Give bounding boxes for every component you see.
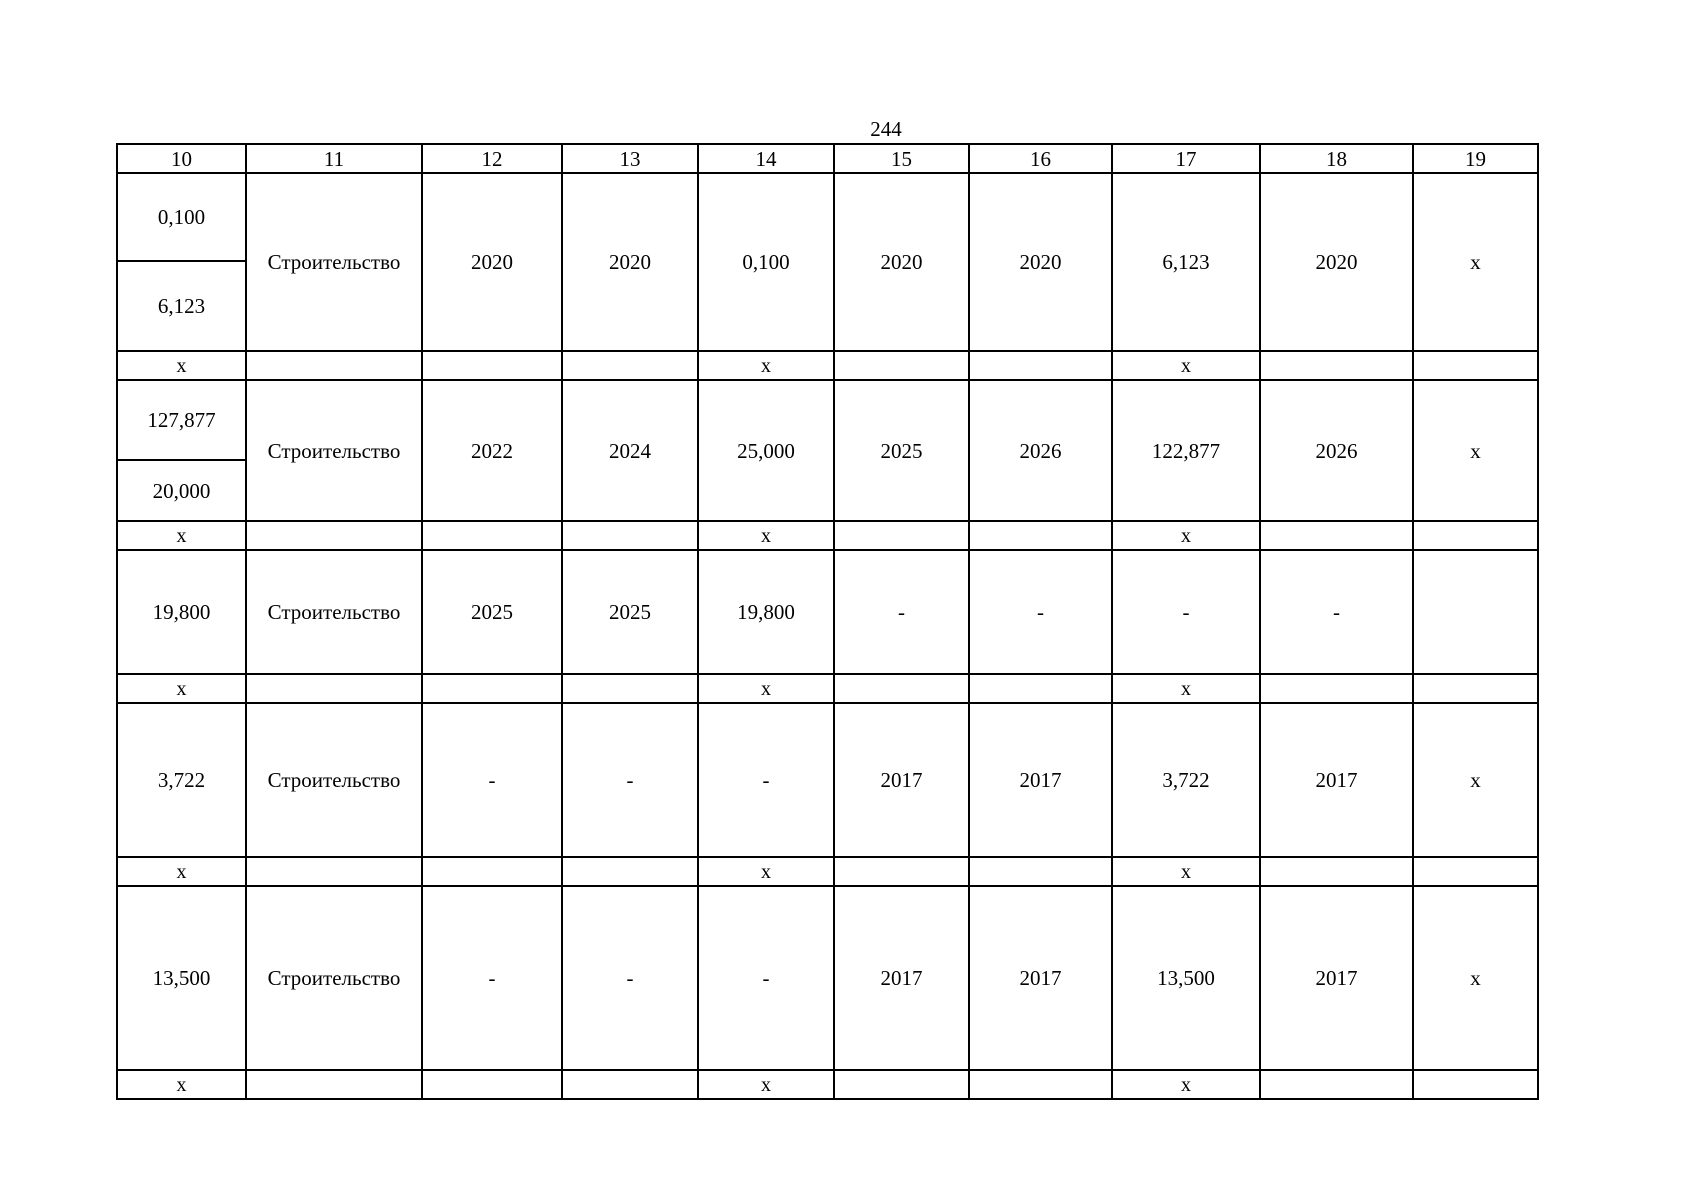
empty-cell — [422, 857, 562, 886]
empty-cell — [1260, 1070, 1413, 1099]
empty-cell — [969, 1070, 1112, 1099]
x-cell-col14: x — [698, 521, 834, 550]
x-cell-col10: x — [117, 521, 246, 550]
empty-cell — [834, 1070, 969, 1099]
cell-col10-bottom: 20,000 — [117, 460, 246, 521]
empty-cell — [834, 351, 969, 380]
cell-col17: 122,877 — [1112, 380, 1260, 521]
x-cell-col10: x — [117, 857, 246, 886]
cell-col15: 2025 — [834, 380, 969, 521]
cell-col19: x — [1413, 173, 1538, 351]
cell-col10-top: 127,877 — [117, 380, 246, 460]
column-header: 13 — [562, 144, 698, 173]
cell-col12: - — [422, 703, 562, 857]
empty-cell — [969, 857, 1112, 886]
x-cell-col10: x — [117, 1070, 246, 1099]
empty-cell — [834, 857, 969, 886]
cell-col17: 6,123 — [1112, 173, 1260, 351]
cell-col15: 2020 — [834, 173, 969, 351]
empty-cell — [246, 1070, 422, 1099]
cell-col19 — [1413, 550, 1538, 674]
column-header: 11 — [246, 144, 422, 173]
cell-col17: 13,500 — [1112, 886, 1260, 1070]
cell-col16: 2017 — [969, 703, 1112, 857]
x-cell-col10: x — [117, 674, 246, 703]
x-row — [117, 1070, 1538, 1099]
cell-col13: 2025 — [562, 550, 698, 674]
cell-col19: x — [1413, 703, 1538, 857]
cell-col11: Строительство — [246, 886, 422, 1070]
empty-cell — [246, 674, 422, 703]
cell-col14: 25,000 — [698, 380, 834, 521]
cell-col16: - — [969, 550, 1112, 674]
cell-col13: 2020 — [562, 173, 698, 351]
empty-cell — [1413, 1070, 1538, 1099]
x-cell-col17: x — [1112, 857, 1260, 886]
cell-col14: - — [698, 703, 834, 857]
empty-cell — [1260, 857, 1413, 886]
empty-cell — [834, 674, 969, 703]
header-row — [117, 144, 1538, 173]
cell-col17: 3,722 — [1112, 703, 1260, 857]
x-cell-col14: x — [698, 674, 834, 703]
empty-cell — [969, 521, 1112, 550]
cell-col19: x — [1413, 886, 1538, 1070]
column-header: 15 — [834, 144, 969, 173]
x-cell-col17: x — [1112, 521, 1260, 550]
empty-cell — [422, 674, 562, 703]
table-row — [117, 173, 1538, 261]
x-cell-col14: x — [698, 857, 834, 886]
column-header: 10 — [117, 144, 246, 173]
empty-cell — [1260, 351, 1413, 380]
empty-cell — [1413, 521, 1538, 550]
cell-col15: 2017 — [834, 703, 969, 857]
cell-col11: Строительство — [246, 380, 422, 521]
cell-col16: 2020 — [969, 173, 1112, 351]
table-row — [117, 703, 1538, 857]
cell-col16: 2026 — [969, 380, 1112, 521]
cell-col18: 2017 — [1260, 886, 1413, 1070]
cell-col16: 2017 — [969, 886, 1112, 1070]
page-number: 244 — [870, 117, 902, 141]
x-cell-col14: x — [698, 1070, 834, 1099]
cell-col11: Строительство — [246, 173, 422, 351]
column-header: 18 — [1260, 144, 1413, 173]
empty-cell — [562, 674, 698, 703]
x-cell-col17: x — [1112, 674, 1260, 703]
cell-col18: - — [1260, 550, 1413, 674]
cell-col14: 19,800 — [698, 550, 834, 674]
cell-col17: - — [1112, 550, 1260, 674]
cell-col15: - — [834, 550, 969, 674]
empty-cell — [422, 351, 562, 380]
empty-cell — [422, 1070, 562, 1099]
data-table — [116, 143, 1539, 1100]
cell-col14: 0,100 — [698, 173, 834, 351]
column-header: 16 — [969, 144, 1112, 173]
empty-cell — [969, 351, 1112, 380]
cell-col10-bottom: 6,123 — [117, 261, 246, 351]
x-cell-col10: x — [117, 351, 246, 380]
cell-col13: - — [562, 886, 698, 1070]
cell-col10: 19,800 — [117, 550, 246, 674]
x-row — [117, 857, 1538, 886]
empty-cell — [1260, 521, 1413, 550]
cell-col18: 2017 — [1260, 703, 1413, 857]
empty-cell — [1413, 351, 1538, 380]
x-row — [117, 521, 1538, 550]
cell-col18: 2026 — [1260, 380, 1413, 521]
cell-col19: x — [1413, 380, 1538, 521]
x-row — [117, 351, 1538, 380]
cell-col12: 2020 — [422, 173, 562, 351]
cell-col18: 2020 — [1260, 173, 1413, 351]
cell-col13: - — [562, 703, 698, 857]
column-header: 19 — [1413, 144, 1538, 173]
empty-cell — [562, 857, 698, 886]
empty-cell — [246, 857, 422, 886]
cell-col15: 2017 — [834, 886, 969, 1070]
cell-col12: - — [422, 886, 562, 1070]
column-header: 17 — [1112, 144, 1260, 173]
table-row — [117, 886, 1538, 1070]
x-cell-col17: x — [1112, 1070, 1260, 1099]
empty-cell — [562, 1070, 698, 1099]
table-row — [117, 550, 1538, 674]
empty-cell — [562, 521, 698, 550]
cell-col11: Строительство — [246, 550, 422, 674]
empty-cell — [422, 521, 562, 550]
empty-cell — [834, 521, 969, 550]
empty-cell — [1260, 674, 1413, 703]
cell-col10: 13,500 — [117, 886, 246, 1070]
x-row — [117, 674, 1538, 703]
cell-col12: 2025 — [422, 550, 562, 674]
x-cell-col14: x — [698, 351, 834, 380]
cell-col14: - — [698, 886, 834, 1070]
cell-col13: 2024 — [562, 380, 698, 521]
cell-col12: 2022 — [422, 380, 562, 521]
empty-cell — [1413, 857, 1538, 886]
empty-cell — [969, 674, 1112, 703]
column-header: 12 — [422, 144, 562, 173]
cell-col11: Строительство — [246, 703, 422, 857]
x-cell-col17: x — [1112, 351, 1260, 380]
cell-col10: 3,722 — [117, 703, 246, 857]
empty-cell — [562, 351, 698, 380]
empty-cell — [246, 521, 422, 550]
empty-cell — [1413, 674, 1538, 703]
empty-cell — [246, 351, 422, 380]
cell-col10-top: 0,100 — [117, 173, 246, 261]
table-row — [117, 380, 1538, 460]
column-header: 14 — [698, 144, 834, 173]
